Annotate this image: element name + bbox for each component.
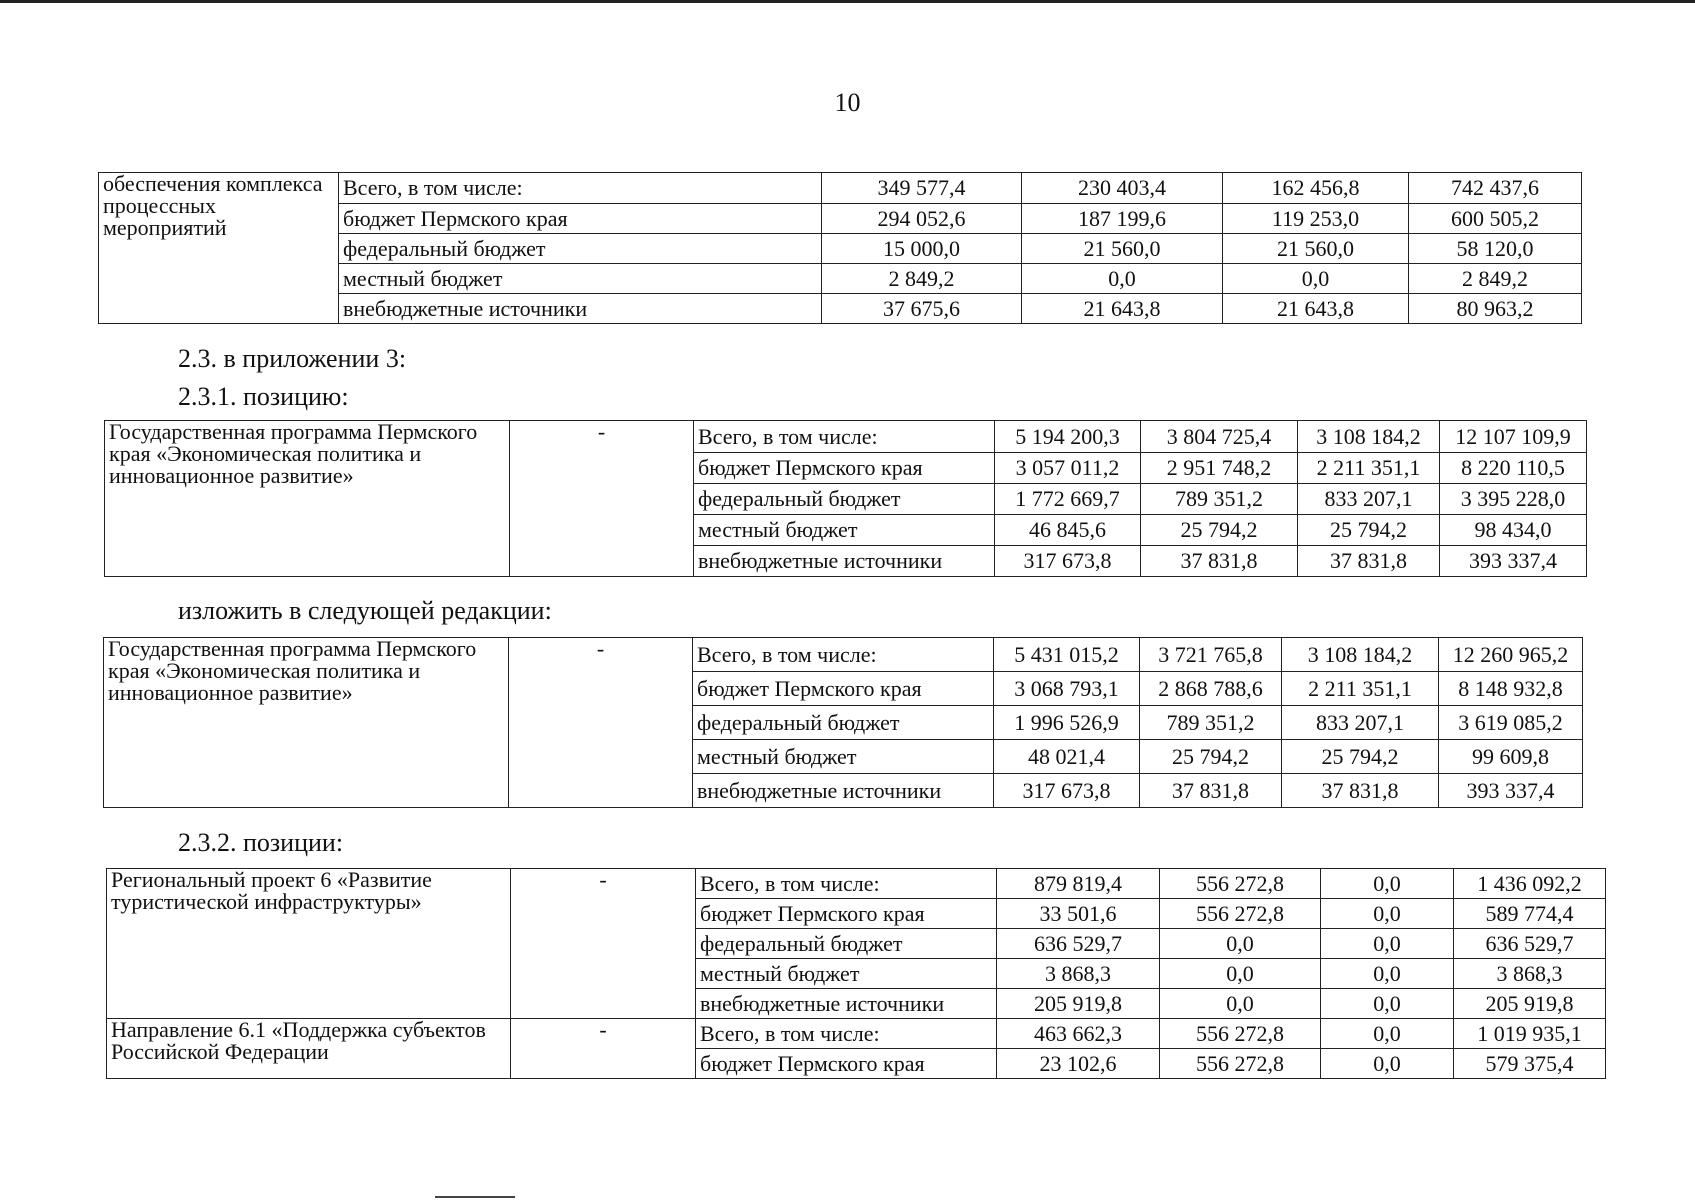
value-cell: 2 951 748,2: [1141, 453, 1298, 484]
value-cell: 589 774,4: [1454, 899, 1606, 929]
value-cell: 21 560,0: [1022, 234, 1223, 264]
value-cell: 98 434,0: [1440, 515, 1587, 546]
source-cell: Всего, в том числе:: [696, 869, 997, 899]
value-cell: 2 211 351,1: [1298, 453, 1440, 484]
value-cell: 789 351,2: [1141, 484, 1298, 515]
value-cell: 205 919,8: [1454, 989, 1606, 1019]
value-cell: 230 403,4: [1022, 173, 1223, 204]
value-cell: 2 868 788,6: [1140, 672, 1282, 706]
value-cell: 25 794,2: [1141, 515, 1298, 546]
value-cell: 463 662,3: [997, 1019, 1160, 1049]
value-cell: 0,0: [1223, 264, 1409, 294]
source-cell: бюджет Пермского края: [339, 204, 822, 234]
value-cell: 3 868,3: [997, 959, 1160, 989]
program-name-cell: Государственная программа Пермского края «Экономическая политика и инновационное развитие»: [104, 638, 509, 808]
source-cell: местный бюджет: [693, 740, 994, 774]
source-cell: Всего, в том числе:: [696, 1019, 997, 1049]
value-cell: 0,0: [1321, 1049, 1454, 1079]
source-cell: бюджет Пермского края: [694, 453, 995, 484]
value-cell: 1 019 935,1: [1454, 1019, 1606, 1049]
page-number: 10: [834, 88, 861, 117]
value-cell: 58 120,0: [1409, 234, 1582, 264]
value-cell: 579 375,4: [1454, 1049, 1606, 1079]
value-cell: 8 220 110,5: [1440, 453, 1587, 484]
value-cell: 3 057 011,2: [995, 453, 1141, 484]
value-cell: 8 148 932,8: [1439, 672, 1583, 706]
value-cell: 1 772 669,7: [995, 484, 1141, 515]
value-cell: 789 351,2: [1140, 706, 1282, 740]
value-cell: 636 529,7: [997, 929, 1160, 959]
source-cell: федеральный бюджет: [339, 234, 822, 264]
value-cell: 3 108 184,2: [1282, 638, 1439, 672]
project-name-cell: Региональный проект 6 «Развитие туристической инфраструктуры»: [107, 869, 511, 1019]
scan-artifact-line: [435, 1196, 515, 1198]
heading-2-3-2: 2.3.2. позиции:: [178, 828, 344, 857]
value-cell: 0,0: [1321, 929, 1454, 959]
value-cell: 37 831,8: [1141, 546, 1298, 577]
source-cell: внебюджетные источники: [696, 989, 997, 1019]
value-cell: 294 052,6: [822, 204, 1022, 234]
value-cell: 0,0: [1321, 899, 1454, 929]
value-cell: 742 437,6: [1409, 173, 1582, 204]
source-cell: внебюджетные источники: [693, 774, 994, 808]
value-cell: 48 021,4: [994, 740, 1140, 774]
source-cell: Всего, в том числе:: [339, 173, 822, 204]
value-cell: 0,0: [1321, 869, 1454, 899]
value-cell: 3 395 228,0: [1440, 484, 1587, 515]
value-cell: 12 107 109,9: [1440, 421, 1587, 453]
source-cell: местный бюджет: [696, 959, 997, 989]
value-cell: 162 456,8: [1223, 173, 1409, 204]
source-cell: федеральный бюджет: [694, 484, 995, 515]
value-cell: 0,0: [1321, 989, 1454, 1019]
table-row: [105, 421, 1587, 453]
source-cell: местный бюджет: [694, 515, 995, 546]
value-cell: 37 675,6: [822, 294, 1022, 324]
value-cell: 80 963,2: [1409, 294, 1582, 324]
table-new-edition: [103, 637, 1583, 808]
value-cell: 25 794,2: [1282, 740, 1439, 774]
table-regional-project: [106, 868, 1606, 1079]
dash-cell: -: [510, 421, 694, 577]
dash-cell: -: [509, 638, 693, 808]
value-cell: 0,0: [1160, 929, 1321, 959]
value-cell: 317 673,8: [994, 774, 1140, 808]
value-cell: 99 609,8: [1439, 740, 1583, 774]
table-body: [99, 173, 1582, 324]
value-cell: 600 505,2: [1409, 204, 1582, 234]
value-cell: 0,0: [1321, 1019, 1454, 1049]
value-cell: 3 068 793,1: [994, 672, 1140, 706]
value-cell: 556 272,8: [1160, 899, 1321, 929]
source-cell: бюджет Пермского края: [696, 899, 997, 929]
value-cell: 0,0: [1022, 264, 1223, 294]
value-cell: 3 721 765,8: [1140, 638, 1282, 672]
dash-cell: -: [511, 1019, 696, 1079]
value-cell: 0,0: [1160, 959, 1321, 989]
source-cell: федеральный бюджет: [693, 706, 994, 740]
value-cell: 3 868,3: [1454, 959, 1606, 989]
value-cell: 1 996 526,9: [994, 706, 1140, 740]
source-cell: бюджет Пермского края: [693, 672, 994, 706]
heading-edit: изложить в следующей редакции:: [178, 596, 552, 625]
value-cell: 12 260 965,2: [1439, 638, 1583, 672]
table-row: [99, 173, 1582, 204]
table-row: [107, 869, 1606, 899]
value-cell: 21 560,0: [1223, 234, 1409, 264]
source-cell: бюджет Пермского края: [696, 1049, 997, 1079]
value-cell: 2 849,2: [1409, 264, 1582, 294]
value-cell: 2 849,2: [822, 264, 1022, 294]
table-row: [104, 638, 1583, 672]
value-cell: 187 199,6: [1022, 204, 1223, 234]
heading-2-3: 2.3. в приложении 3:: [178, 344, 407, 373]
direction-name-cell: Направление 6.1 «Поддержка субъектов Российской Федерации: [107, 1019, 511, 1079]
heading-2-3-1: 2.3.1. позицию:: [178, 382, 349, 411]
value-cell: 23 102,6: [997, 1049, 1160, 1079]
value-cell: 393 337,4: [1439, 774, 1583, 808]
value-cell: 3 108 184,2: [1298, 421, 1440, 453]
value-cell: 5 194 200,3: [995, 421, 1141, 453]
value-cell: 349 577,4: [822, 173, 1022, 204]
page-top-edge: [0, 0, 1695, 3]
value-cell: 556 272,8: [1160, 1049, 1321, 1079]
value-cell: 0,0: [1321, 959, 1454, 989]
source-cell: Всего, в том числе:: [694, 421, 995, 453]
source-cell: внебюджетные источники: [694, 546, 995, 577]
value-cell: 25 794,2: [1140, 740, 1282, 774]
value-cell: 636 529,7: [1454, 929, 1606, 959]
source-cell: Всего, в том числе:: [693, 638, 994, 672]
value-cell: 556 272,8: [1160, 1019, 1321, 1049]
value-cell: 317 673,8: [995, 546, 1141, 577]
value-cell: 15 000,0: [822, 234, 1022, 264]
dash-cell: -: [511, 869, 696, 1019]
value-cell: 879 819,4: [997, 869, 1160, 899]
value-cell: 37 831,8: [1140, 774, 1282, 808]
value-cell: 25 794,2: [1298, 515, 1440, 546]
value-cell: 833 207,1: [1298, 484, 1440, 515]
value-cell: 3 619 085,2: [1439, 706, 1583, 740]
program-name-cell: Государственная программа Пермского края «Экономическая политика и инновационное развитие»: [105, 421, 510, 577]
value-cell: 37 831,8: [1282, 774, 1439, 808]
value-cell: 33 501,6: [997, 899, 1160, 929]
value-cell: 205 919,8: [997, 989, 1160, 1019]
table-body: [104, 638, 1583, 808]
value-cell: 21 643,8: [1022, 294, 1223, 324]
value-cell: 21 643,8: [1223, 294, 1409, 324]
value-cell: 5 431 015,2: [994, 638, 1140, 672]
table-body: [107, 869, 1606, 1079]
value-cell: 46 845,6: [995, 515, 1141, 546]
value-cell: 0,0: [1160, 989, 1321, 1019]
source-cell: федеральный бюджет: [696, 929, 997, 959]
source-cell: местный бюджет: [339, 264, 822, 294]
table-funding-processes: [98, 172, 1582, 324]
value-cell: 119 253,0: [1223, 204, 1409, 234]
value-cell: 3 804 725,4: [1141, 421, 1298, 453]
table-row: [107, 1019, 1606, 1049]
value-cell: 393 337,4: [1440, 546, 1587, 577]
value-cell: 2 211 351,1: [1282, 672, 1439, 706]
table-current-position: [104, 420, 1587, 577]
value-cell: 37 831,8: [1298, 546, 1440, 577]
value-cell: 1 436 092,2: [1454, 869, 1606, 899]
value-cell: 556 272,8: [1160, 869, 1321, 899]
program-name-cell: обеспечения комплекса процессных мероприятий: [99, 173, 339, 324]
source-cell: внебюджетные источники: [339, 294, 822, 324]
table-body: [105, 421, 1587, 577]
value-cell: 833 207,1: [1282, 706, 1439, 740]
